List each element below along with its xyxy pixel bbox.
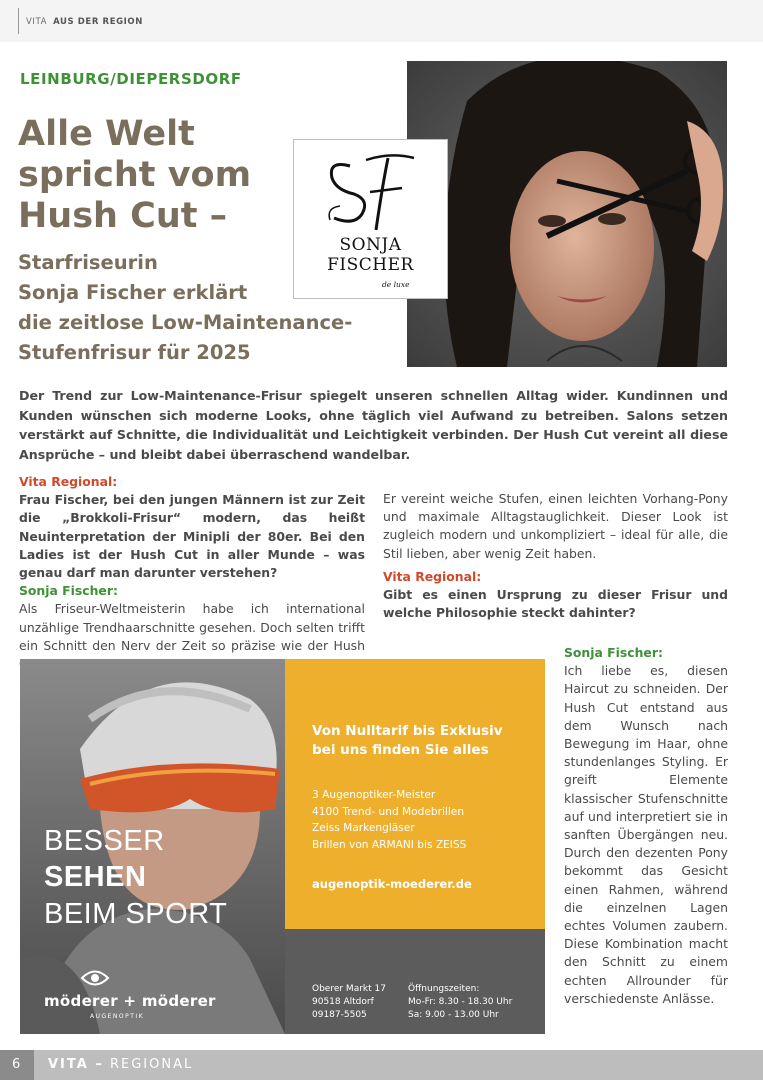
ad-feature: Brillen von ARMANI bis ZEISS: [312, 838, 467, 851]
ad-slogan-line2: SEHEN: [44, 861, 147, 893]
ad-feature: 4100 Trend- und Modebrillen: [312, 805, 465, 818]
interviewee-label: Sonja Fischer:: [19, 583, 118, 599]
running-header-text: [26, 17, 143, 27]
optician-advertisement[interactable]: [20, 659, 545, 1034]
ad-address-line: Oberer Markt 17: [312, 984, 386, 994]
subtitle-line: Stufenfrisur für 2025: [18, 341, 251, 364]
column-narrow: [564, 644, 728, 1008]
ad-feature-list: [312, 787, 542, 853]
article-intro: Der Trend zur Low-Maintenance-Frisur spiegelt unseren schnellen Alltag wider. Kundinnen und Kunden wünschen sich moderne Looks, ohne täglich viel Aufwand zu betreiben. Salons setzen verstärkt auf Schnitte, die Individualität und Leichtigkeit verbinden. Der Hush Cut vereint all diese Ansprüche – und bleibt dabei überraschend wandelbar.: [19, 388, 728, 462]
ad-hours-line: Mo-Fr: 8.30 - 18.30 Uhr: [408, 997, 513, 1007]
ad-brand-subtitle: AUGENOPTIK: [90, 1013, 145, 1020]
ad-slogan-line1: BESSER: [44, 825, 165, 857]
ad-phone: 09187-5505: [312, 1010, 367, 1020]
page-number: 6: [0, 1050, 34, 1080]
title-line: Hush Cut –: [18, 196, 228, 236]
logo-name-line2: FISCHER: [327, 255, 414, 275]
logo-name-line1: SONJA: [339, 235, 402, 255]
header-section: VITA: [26, 17, 48, 27]
ad-brand-name: möderer + möderer: [44, 992, 216, 1010]
subtitle-line: Sonja Fischer erklärt: [18, 281, 248, 304]
interviewer-label: Vita Regional:: [19, 474, 118, 489]
subtitle-line: Starfriseurin: [18, 251, 158, 274]
logo-tagline: de luxe: [382, 280, 410, 289]
footer-magazine: VITA –: [48, 1057, 104, 1072]
article-kicker: LEINBURG/DIEPERSDORF: [20, 70, 242, 88]
interviewee-label: Sonja Fischer:: [564, 645, 663, 660]
column-right: [383, 490, 728, 622]
column-left: [19, 473, 365, 673]
header-divider: [18, 8, 19, 34]
title-line: spricht vom: [18, 155, 252, 195]
subtitle-line: die zeitlose Low-Maintenance-: [18, 311, 353, 334]
article-title: [18, 114, 318, 237]
ad-headline-line: bei uns finden Sie alles: [312, 742, 489, 758]
ad-headline: [312, 722, 542, 760]
ad-feature: 3 Augenoptiker-Meister: [312, 789, 436, 801]
header-category: AUS DER REGION: [53, 17, 143, 27]
eye-icon: [80, 967, 110, 989]
page-footer: [0, 1050, 763, 1080]
footer-magazine-title: [48, 1050, 193, 1080]
answer-2: Ich liebe es, diesen Haircut zu schneiden. Der Hush Cut entstand aus dem Wunsch nach Bewegung im Haar, ohne stundenlanges Styling. Er greift Elemente klassischer Stufenschnitte auf und interpretiert sie in sanften Übergängen neu. Durch den dezenten Pony bekommt das Gesicht einen Rahmen, während die einzelnen Lagen echtes Volumen zaubern. Diese Kombination macht den Schnitt zu einem echten Allrounder für verschiedenste Anlässe.: [564, 663, 728, 1006]
question-2: Gibt es einen Ursprung zu dieser Frisur und welche Philosophie steckt dahinter?: [383, 587, 728, 621]
salon-logo: [293, 139, 448, 299]
answer-1-part2: Er vereint weiche Stufen, einen leichten Vorhang-Pony und maximale Alltagstauglichkeit. Dieser Look ist zugleich modern und unkompliziert – ideal für alle, die Stil lieben, aber wenig Zeit haben.: [383, 491, 728, 561]
ad-hours-title: Öffnungszeiten:: [408, 984, 480, 994]
question-1: Frau Fischer, bei den jungen Männern ist zur Zeit die „Brokkoli-Frisur“ modern, das heißt Neuinterpretation der Minipli der 80er. Bei den Ladies ist der Hush Cut in aller Munde – was genau darf man darunter verstehen?: [19, 492, 365, 581]
logo-name: [294, 235, 447, 275]
answer-1-part1: Als Friseur-Weltmeisterin habe ich international unzählige Trendhaarschnitte gesehen. Doch selten trifft ein Schnitt den Nerv der Zeit so präzise wie der Hush: [19, 601, 365, 653]
monogram-icon: [310, 148, 430, 236]
ad-headline-line: Von Nulltarif bis Exklusiv: [312, 723, 503, 739]
portrait-photo: [407, 61, 727, 367]
ad-address-line: 90518 Altdorf: [312, 997, 374, 1007]
ad-website-link[interactable]: augenoptik-moederer.de: [312, 877, 472, 891]
ad-slogan-line3: BEIM SPORT: [44, 898, 228, 930]
ad-feature: Zeiss Markengläser: [312, 822, 415, 834]
title-line: Alle Welt: [18, 114, 195, 154]
interviewer-label: Vita Regional:: [383, 568, 482, 584]
ad-hours-line: Sa: 9.00 - 13.00 Uhr: [408, 1010, 499, 1020]
ad-opening-hours: [408, 983, 512, 1022]
footer-section: REGIONAL: [109, 1057, 194, 1072]
ad-address: [312, 983, 386, 1022]
